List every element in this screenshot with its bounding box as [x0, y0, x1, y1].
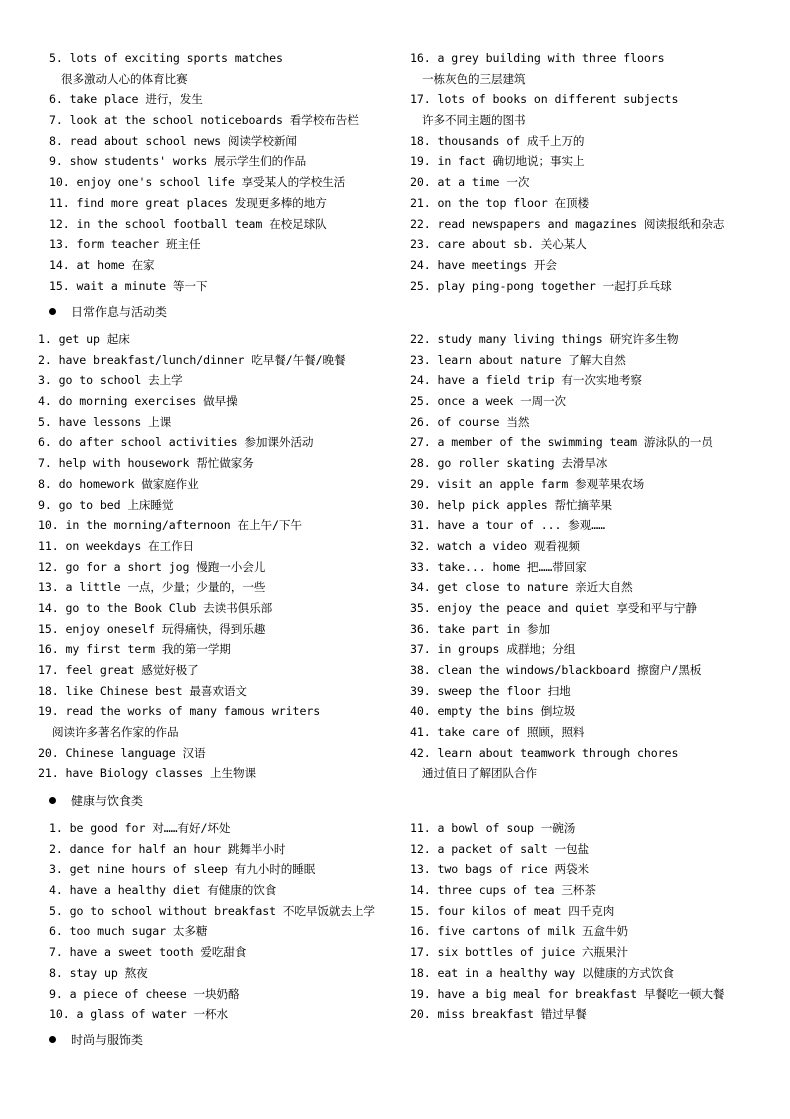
phrase-item: 5. have lessons 上课 — [38, 414, 172, 429]
right-column — [410, 818, 724, 1025]
phrase-item: 2. have breakfast/lunch/dinner 吃早餐/午餐/晚餐 — [38, 352, 346, 367]
phrase-item: 13. a little 一点，少量；少量的，一些 — [38, 580, 266, 595]
right-column — [410, 48, 724, 296]
phrase-item: 39. sweep the floor 扫地 — [410, 683, 571, 698]
phrase-item: 17. lots of books on different subjects — [410, 92, 679, 107]
phrase-item: 12. a packet of salt 一包盐 — [410, 841, 589, 856]
phrase-item: 38. clean the windows/blackboard 擦窗户/黑板 — [410, 663, 702, 677]
phrase-item: 42. learn about teamwork through chores — [410, 745, 679, 760]
bullet-icon — [49, 797, 56, 804]
phrase-item: 31. have a tour of ... 参观…… — [410, 518, 605, 533]
phrase-item: 27. a member of the swimming team 游泳队的一员 — [410, 435, 713, 450]
phrase-item: 22. study many living things 研究许多生物 — [410, 332, 679, 346]
phrase-item: 18. thousands of 成千上万的 — [410, 133, 585, 148]
phrase-item: 20. Chinese language 汉语 — [38, 745, 206, 760]
phrase-item: 9. go to bed 上床睡觉 — [38, 497, 174, 512]
phrase-item: 33. take... home 把……带回家 — [410, 559, 587, 574]
phrase-item: 37. in groups 成群地；分组 — [410, 642, 576, 657]
phrase-item: 16. my first term 我的第一学期 — [38, 642, 231, 657]
phrase-item: 1. get up 起床 — [38, 332, 130, 346]
left-column — [49, 818, 375, 1025]
phrase-item: 13. two bags of rice 两袋米 — [410, 862, 589, 877]
section-heading-fashion-clothing — [49, 1030, 143, 1050]
phrase-item: 17. six bottles of juice 六瓶果汁 — [410, 945, 628, 960]
phrase-item: 23. care about sb. 关心某人 — [410, 237, 587, 252]
phrase-item: 24. have a field trip 有一次实地考察 — [410, 373, 642, 388]
phrase-item: 7. help with housework 帮忙做家务 — [38, 456, 254, 471]
phrase-item: 5. lots of exciting sports matches — [49, 51, 283, 65]
phrase-item: 2. dance for half an hour 跳舞半小时 — [49, 841, 286, 856]
phrase-item: 13. form teacher 班主任 — [49, 237, 201, 252]
phrase-item: 15. four kilos of meat 四千克肉 — [410, 903, 615, 918]
phrase-item: 11. a bowl of soup 一碗汤 — [410, 821, 576, 835]
phrase-item: 19. in fact 确切地说；事实上 — [410, 154, 585, 169]
phrase-item: 10. a glass of water 一杯水 — [49, 1007, 228, 1022]
phrase-item: 35. enjoy the peace and quiet 享受和平与宁静 — [410, 600, 697, 615]
phrase-item: 6. do after school activities 参加课外活动 — [38, 435, 314, 450]
right-column — [410, 329, 713, 784]
section-heading-health-diet — [49, 791, 143, 811]
phrase-item: 14. at home 在家 — [49, 257, 155, 272]
phrase-item: 3. go to school 去上学 — [38, 373, 183, 388]
phrase-item: 32. watch a video 观看视频 — [410, 538, 580, 553]
phrase-item: 9. a piece of cheese 一块奶酪 — [49, 986, 240, 1001]
phrase-item: 22. read newspapers and magazines 阅读报纸和杂志 — [410, 216, 725, 231]
phrase-item: 9. show students' works 展示学生们的作品 — [49, 154, 307, 169]
phrase-item: 28. go roller skating 去滑旱冰 — [410, 456, 608, 471]
phrase-item: 20. miss breakfast 错过早餐 — [410, 1007, 587, 1022]
section-heading-daily-routine — [49, 302, 167, 322]
phrase-item: 34. get close to nature 亲近大自然 — [410, 580, 633, 595]
phrase-item: 19. read the works of many famous writers — [38, 704, 321, 719]
phrase-item: 29. visit an apple farm 参观苹果农场 — [410, 476, 645, 491]
phrase-item: 14. go to the Book Club 去读书俱乐部 — [38, 600, 273, 615]
phrase-item: 5. go to school without breakfast 不吃早饭就去上学 — [49, 903, 375, 918]
phrase-translation-line: 很多激动人心的体育比赛 — [61, 71, 188, 86]
phrase-translation-line: 许多不同主题的图书 — [422, 113, 526, 128]
phrase-item: 16. five cartons of milk 五盒牛奶 — [410, 924, 628, 939]
phrase-item: 18. like Chinese best 最喜欢语文 — [38, 683, 247, 698]
phrase-item: 18. eat in a healthy way 以健康的方式饮食 — [410, 965, 674, 980]
phrase-item: 17. feel great 感觉好极了 — [38, 663, 199, 677]
heading-text: 健康与饮食类 — [71, 794, 144, 808]
phrase-item: 21. on the top floor 在顶楼 — [410, 195, 589, 210]
phrase-translation-line: 通过值日了解团队合作 — [422, 766, 537, 781]
phrase-translation-line: 一栋灰色的三层建筑 — [422, 71, 526, 86]
phrase-item: 8. do homework 做家庭作业 — [38, 476, 199, 491]
phrase-item: 7. have a sweet tooth 爱吃甜食 — [49, 945, 247, 960]
phrase-item: 11. find more great places 发现更多棒的地方 — [49, 195, 327, 210]
phrase-item: 24. have meetings 开会 — [410, 257, 557, 272]
phrase-item: 20. at a time 一次 — [410, 175, 530, 190]
phrase-item: 25. once a week 一周一次 — [410, 394, 567, 409]
phrase-item: 21. have Biology classes 上生物课 — [38, 766, 256, 781]
left-column — [49, 48, 359, 296]
left-column — [38, 329, 346, 784]
phrase-item: 12. in the school football team 在校足球队 — [49, 216, 327, 231]
bullet-icon — [49, 308, 56, 315]
phrase-item: 8. stay up 熬夜 — [49, 965, 148, 980]
phrase-item: 10. enjoy one's school life 享受某人的学校生活 — [49, 175, 346, 190]
phrase-item: 19. have a big meal for breakfast 早餐吃一顿大餐 — [410, 986, 725, 1001]
phrase-item: 16. a grey building with three floors — [410, 51, 665, 65]
phrase-item: 26. of course 当然 — [410, 414, 530, 429]
phrase-item: 30. help pick apples 帮忙摘苹果 — [410, 497, 612, 512]
phrase-item: 36. take part in 参加 — [410, 621, 550, 636]
phrase-item: 4. have a healthy diet 有健康的饮食 — [49, 883, 277, 898]
phrase-item: 15. wait a minute 等一下 — [49, 278, 208, 293]
phrase-item: 3. get nine hours of sleep 有九小时的睡眠 — [49, 862, 316, 877]
phrase-item: 1. be good for 对……有好/坏处 — [49, 821, 231, 835]
phrase-item: 40. empty the bins 倒垃圾 — [410, 704, 576, 719]
phrase-item: 11. on weekdays 在工作日 — [38, 538, 195, 553]
phrase-item: 14. three cups of tea 三杯茶 — [410, 883, 596, 898]
phrase-item: 15. enjoy oneself 玩得痛快，得到乐趣 — [38, 621, 266, 636]
phrase-item: 8. read about school news 阅读学校新闻 — [49, 133, 297, 148]
bullet-icon — [49, 1036, 56, 1043]
phrase-item: 10. in the morning/afternoon 在上午/下午 — [38, 518, 302, 533]
phrase-item: 12. go for a short jog 慢跑一小会儿 — [38, 559, 266, 574]
phrase-item: 6. too much sugar 太多糖 — [49, 924, 208, 939]
phrase-item: 7. look at the school noticeboards 看学校布告栏 — [49, 113, 359, 128]
phrase-item: 25. play ping-pong together 一起打乒乓球 — [410, 278, 672, 293]
phrase-translation-line: 阅读许多著名作家的作品 — [52, 725, 179, 740]
phrase-item: 23. learn about nature 了解大自然 — [410, 352, 626, 367]
heading-text: 日常作息与活动类 — [71, 305, 168, 319]
heading-text: 时尚与服饰类 — [71, 1033, 144, 1047]
phrase-item: 6. take place 进行，发生 — [49, 92, 203, 107]
phrase-item: 41. take care of 照顾，照料 — [410, 725, 585, 740]
phrase-item: 4. do morning exercises 做早操 — [38, 394, 238, 409]
